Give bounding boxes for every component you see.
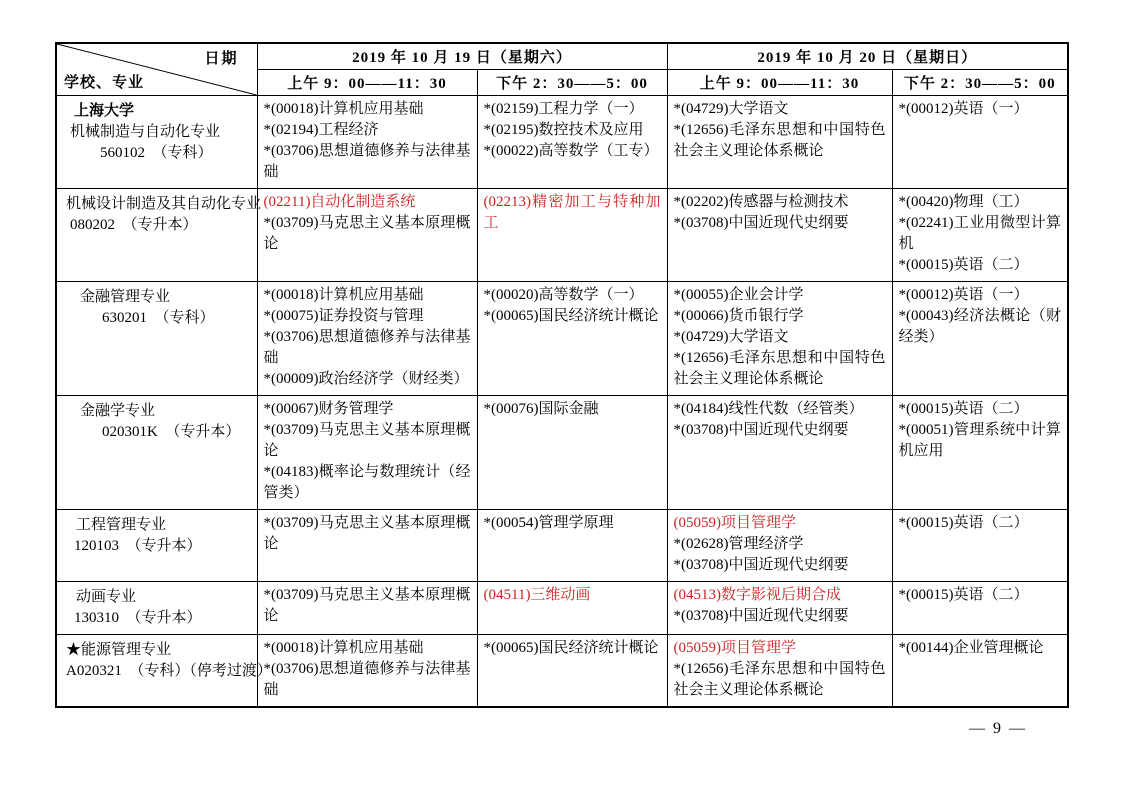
time-header-oct19-am: 上午 9：00——11：30 xyxy=(257,70,477,96)
course-line: *(03708)中国近现代史纲要 xyxy=(673,557,849,573)
table-row xyxy=(56,282,1068,396)
header-corner-school-label: 学校、专业 xyxy=(64,75,145,91)
course-line: *(00054)管理学原理 xyxy=(483,515,614,531)
course-cell xyxy=(257,396,477,510)
course-cell xyxy=(892,282,1068,396)
school-line: A020321 （专科）（停考过渡） xyxy=(66,663,272,679)
course-line: *(00015)英语（二） xyxy=(898,401,1029,417)
course-line: *(00015)英语（二） xyxy=(898,587,1029,603)
school-cell xyxy=(56,635,272,708)
table-row xyxy=(56,635,1068,708)
table-body xyxy=(56,96,1068,708)
course-cell xyxy=(257,510,477,582)
course-cell xyxy=(477,510,667,582)
course-cell xyxy=(892,189,1068,282)
course-line: *(00018)计算机应用基础 xyxy=(263,101,424,117)
course-line-highlighted: (02213)精密加工与特种加工 xyxy=(483,194,661,231)
school-line: 机械制造与自动化专业 xyxy=(70,124,221,140)
course-cell xyxy=(257,282,477,396)
course-line-highlighted: (02211)自动化制造系统 xyxy=(263,194,416,210)
course-line: *(00065)国民经济统计概论 xyxy=(483,640,659,656)
course-line: *(02241)工业用微型计算机 xyxy=(898,215,1062,252)
school-line: ★能源管理专业 xyxy=(66,642,172,658)
course-cell xyxy=(892,510,1068,582)
school-line: 020301K （专升本） xyxy=(102,424,241,440)
school-cell xyxy=(56,282,257,396)
course-line: *(00012)英语（一） xyxy=(898,101,1029,117)
course-line: *(00015)英语（二） xyxy=(898,257,1029,273)
course-line: *(02159)工程力学（一） xyxy=(483,101,644,117)
course-cell xyxy=(892,396,1068,510)
course-line-highlighted: (05059)项目管理学 xyxy=(673,640,797,656)
course-line: *(02194)工程经济 xyxy=(263,122,379,138)
course-line: *(00022)高等数学（工专） xyxy=(483,143,659,159)
course-line: *(00075)证券投资与管理 xyxy=(263,308,424,324)
course-line: *(00144)企业管理概论 xyxy=(898,640,1044,656)
course-line: *(03708)中国近现代史纲要 xyxy=(673,422,849,438)
time-header-oct20-am: 上午 9：00——11：30 xyxy=(667,70,892,96)
course-cell xyxy=(257,189,477,282)
date-header-oct19: 2019 年 10 月 19 日（星期六） xyxy=(257,43,667,70)
course-line: *(00020)高等数学（一） xyxy=(483,287,644,303)
exam-schedule-table xyxy=(55,42,1069,708)
course-line: *(03709)马克思主义基本原理概论 xyxy=(263,587,471,624)
course-cell xyxy=(477,396,667,510)
course-cell xyxy=(477,189,667,282)
header-row-dates xyxy=(56,43,1068,70)
course-line: *(00420)物理（工） xyxy=(898,194,1029,210)
table-row xyxy=(56,582,1068,635)
course-cell xyxy=(667,282,892,396)
course-cell xyxy=(257,635,477,708)
course-line: *(03708)中国近现代史纲要 xyxy=(673,215,849,231)
course-cell xyxy=(477,96,667,189)
school-cell xyxy=(56,510,257,582)
course-line: *(00043)经济法概论（财经类） xyxy=(898,308,1062,345)
school-cell xyxy=(56,582,257,635)
course-line: *(04729)大学语文 xyxy=(673,101,789,117)
course-line: *(00066)货币银行学 xyxy=(673,308,804,324)
course-cell xyxy=(892,582,1068,635)
school-line: 金融学专业 xyxy=(80,403,156,419)
school-line: 130310 （专升本） xyxy=(74,610,202,626)
course-line: *(00067)财务管理学 xyxy=(263,401,394,417)
course-line: *(00009)政治经济学（财经类） xyxy=(263,371,469,387)
course-line-highlighted: (05059)项目管理学 xyxy=(673,515,797,531)
course-line: *(03709)马克思主义基本原理概论 xyxy=(263,215,471,252)
school-line: 工程管理专业 xyxy=(76,517,167,533)
school-line: 120103 （专升本） xyxy=(74,538,202,554)
school-cell xyxy=(56,96,257,189)
table-wrap xyxy=(55,42,1067,738)
course-line: *(04729)大学语文 xyxy=(673,329,789,345)
course-cell xyxy=(477,635,667,708)
course-line: *(12656)毛泽东思想和中国特色社会主义理论体系概论 xyxy=(673,122,886,159)
school-cell xyxy=(56,396,257,510)
course-line: *(02202)传感器与检测技术 xyxy=(673,194,849,210)
course-line: *(12656)毛泽东思想和中国特色社会主义理论体系概论 xyxy=(673,350,886,387)
course-line: *(00076)国际金融 xyxy=(483,401,599,417)
table-row xyxy=(56,510,1068,582)
course-cell xyxy=(257,582,477,635)
school-line: 560102 （专科） xyxy=(100,145,213,161)
school-cell xyxy=(56,189,262,282)
course-line: *(00015)英语（二） xyxy=(898,515,1029,531)
course-cell xyxy=(667,189,892,282)
page-number: — 9 — xyxy=(969,720,1027,737)
course-line: *(04183)概率论与数理统计（经管类） xyxy=(263,464,471,501)
course-cell xyxy=(667,510,892,582)
course-line: *(00055)企业会计学 xyxy=(673,287,804,303)
school-line: 080202 （专升本） xyxy=(70,217,198,233)
course-line: *(03709)马克思主义基本原理概论 xyxy=(263,515,471,552)
course-line: *(00012)英语（一） xyxy=(898,287,1029,303)
school-line: 动画专业 xyxy=(76,589,137,605)
table-row xyxy=(56,189,1068,282)
school-line: 630201 （专科） xyxy=(102,310,215,326)
school-line: 金融管理专业 xyxy=(80,289,171,305)
school-line: 上海大学 xyxy=(74,103,135,119)
time-header-oct20-pm: 下午 2：30——5：00 xyxy=(892,70,1068,96)
course-cell xyxy=(667,582,892,635)
course-cell xyxy=(667,96,892,189)
course-line: *(00051)管理系统中计算机应用 xyxy=(898,422,1062,459)
table-row xyxy=(56,396,1068,510)
course-line-highlighted: (04513)数字影视后期合成 xyxy=(673,587,842,603)
course-line: *(12656)毛泽东思想和中国特色社会主义理论体系概论 xyxy=(673,661,886,698)
course-line-highlighted: (04511)三维动画 xyxy=(483,587,591,603)
school-line: 机械设计制造及其自动化专业 xyxy=(66,196,262,212)
course-cell xyxy=(257,96,477,189)
header-corner-date-label: 日期 xyxy=(204,51,239,67)
course-line: *(00018)计算机应用基础 xyxy=(263,287,424,303)
course-line: *(00065)国民经济统计概论 xyxy=(483,308,659,324)
time-header-oct19-pm: 下午 2：30——5：00 xyxy=(477,70,667,96)
course-cell xyxy=(892,96,1068,189)
course-line: *(02628)管理经济学 xyxy=(673,536,804,552)
course-line: *(02195)数控技术及应用 xyxy=(483,122,644,138)
course-cell xyxy=(667,396,892,510)
course-cell xyxy=(667,635,892,708)
table-row xyxy=(56,96,1068,189)
course-line: *(03706)思想道德修养与法律基础 xyxy=(263,329,471,366)
course-cell xyxy=(477,282,667,396)
course-cell xyxy=(477,582,667,635)
course-cell xyxy=(892,635,1068,708)
date-header-oct20: 2019 年 10 月 20 日（星期日） xyxy=(667,43,1068,70)
course-line: *(03706)思想道德修养与法律基础 xyxy=(263,143,471,180)
course-line: *(04184)线性代数（经管类） xyxy=(673,401,864,417)
course-line: *(00018)计算机应用基础 xyxy=(263,640,424,656)
course-line: *(03706)思想道德修养与法律基础 xyxy=(263,661,471,698)
course-line: *(03708)中国近现代史纲要 xyxy=(673,608,849,624)
course-line: *(03709)马克思主义基本原理概论 xyxy=(263,422,471,459)
header-corner-cell xyxy=(56,43,257,96)
